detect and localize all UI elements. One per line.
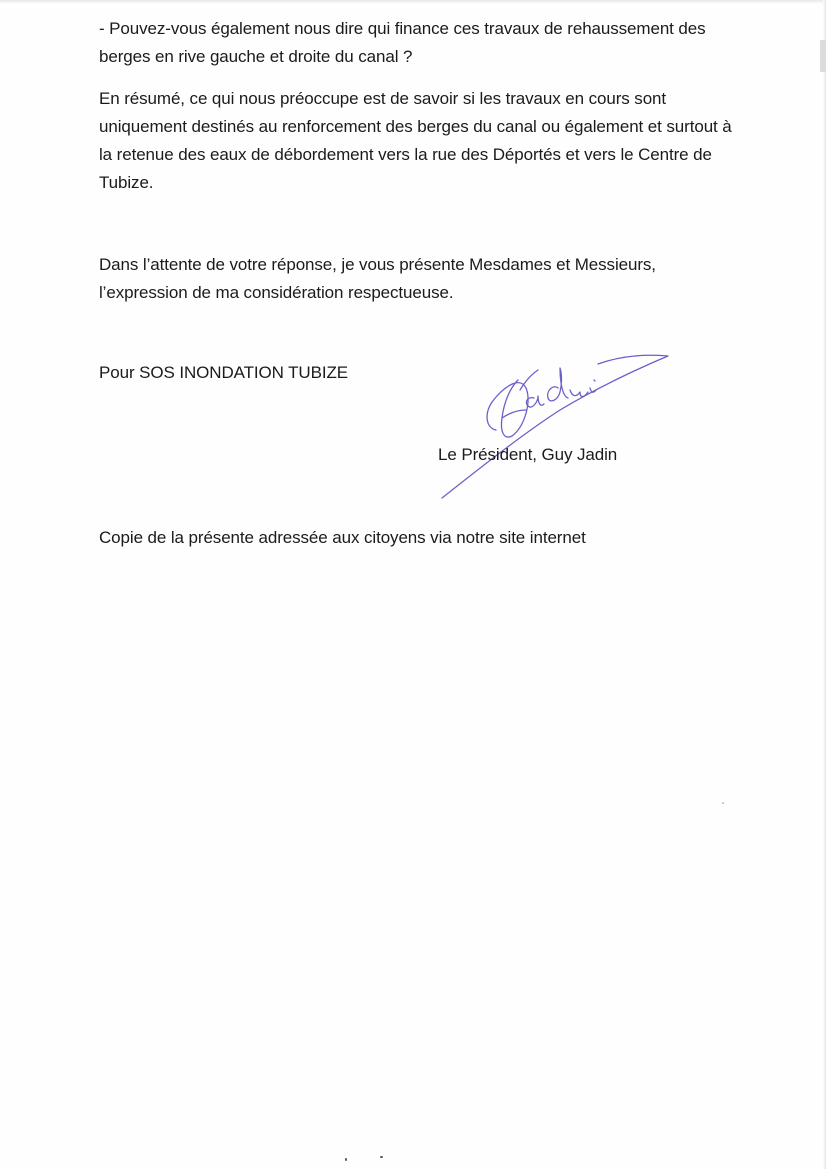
closing-paragraph: Dans l’attente de votre réponse, je vous présente Mesdames et Messieurs, l’expression de ma considération respectueuse.: [99, 255, 656, 302]
signatory-name: Le Président, Guy Jadin: [438, 445, 618, 464]
scan-speck: [345, 1158, 347, 1161]
sender-organization: Pour SOS INONDATION TUBIZE: [99, 363, 348, 382]
scan-edge-top: [0, 0, 826, 4]
summary-paragraph: En résumé, ce qui nous préoccupe est de savoir si les travaux en cours sont uniquement destinés au renforcement des berges du canal ou également et surtout à la retenue des eaux de débordement vers la rue des Déportés et vers le Centre de Tubize.: [99, 89, 732, 192]
scan-speck: [380, 1156, 383, 1158]
copy-note: Copie de la présente adressée aux citoyens via notre site internet: [99, 528, 586, 547]
scan-speck: [722, 802, 724, 804]
handwritten-signature: [430, 340, 680, 510]
question-paragraph: - Pouvez-vous également nous dire qui finance ces travaux de rehaussement des berges en rive gauche et droite du canal ?: [99, 19, 706, 66]
scan-edge-notch: [820, 40, 826, 72]
